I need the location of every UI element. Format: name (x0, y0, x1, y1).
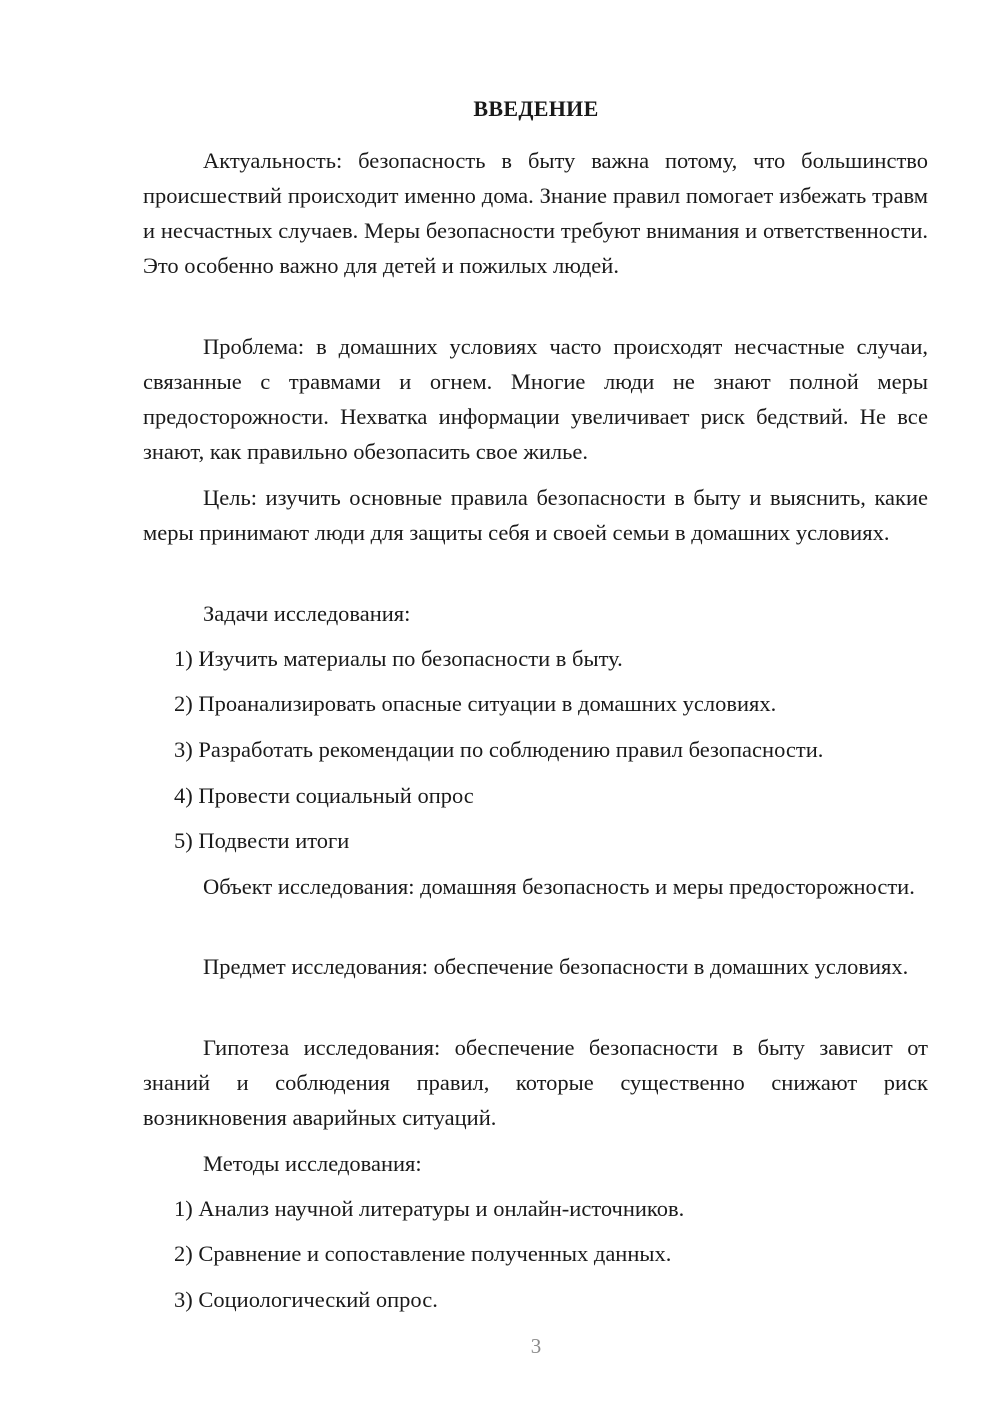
task-item-5: 5) Подвести итоги (174, 828, 350, 853)
method-item-1: 1) Анализ научной литературы и онлайн-источников. (174, 1196, 685, 1221)
method-item-2: 2) Сравнение и сопоставление полученных данных. (174, 1241, 672, 1266)
page-number: 3 (530, 1334, 542, 1358)
task-item-4: 4) Провести социальный опрос (174, 783, 474, 808)
methods-heading: Методы исследования: (203, 1151, 422, 1176)
object-paragraph: Объект исследования: домашняя безопасность и меры предосторожности. (203, 874, 915, 899)
task-item-2: 2) Проанализировать опасные ситуации в домашних условиях. (174, 691, 777, 716)
relevance-paragraph: Актуальность: безопасность в быту важна потому, что большинство происшествий происходит именно дома. Знание правил помогает избежать травм и несчастных случаев. Меры безопасности требуют внимания и ответственности. Это особенно важно для детей и пожилых людей. (143, 148, 928, 278)
page-title: ВВЕДЕНИЕ (473, 96, 599, 121)
task-item-3: 3) Разработать рекомендации по соблюдению правил безопасности. (174, 737, 824, 762)
goal-paragraph: Цель: изучить основные правила безопасности в быту и выяснить, какие меры принимают люди для защиты себя и своей семьи в домашних условиях. (143, 485, 928, 545)
method-item-3: 3) Социологический опрос. (174, 1287, 438, 1312)
tasks-heading: Задачи исследования: (203, 601, 411, 626)
task-item-1: 1) Изучить материалы по безопасности в быту. (174, 646, 623, 671)
subject-paragraph: Предмет исследования: обеспечение безопасности в домашних условиях. (203, 954, 909, 979)
problem-paragraph: Проблема: в домашних условиях часто происходят несчастные случаи, связанные с травмами и огнем. Многие люди не знают полной меры предосторожности. Нехватка информации увеличивает риск бедствий. Не все знают, как правильно обезопасить свое жилье. (143, 334, 928, 464)
hypothesis-paragraph: Гипотеза исследования: обеспечение безопасности в быту зависит от знаний и соблюдения правил, которые существенно снижают риск возникновения аварийных ситуаций. (143, 1035, 928, 1130)
